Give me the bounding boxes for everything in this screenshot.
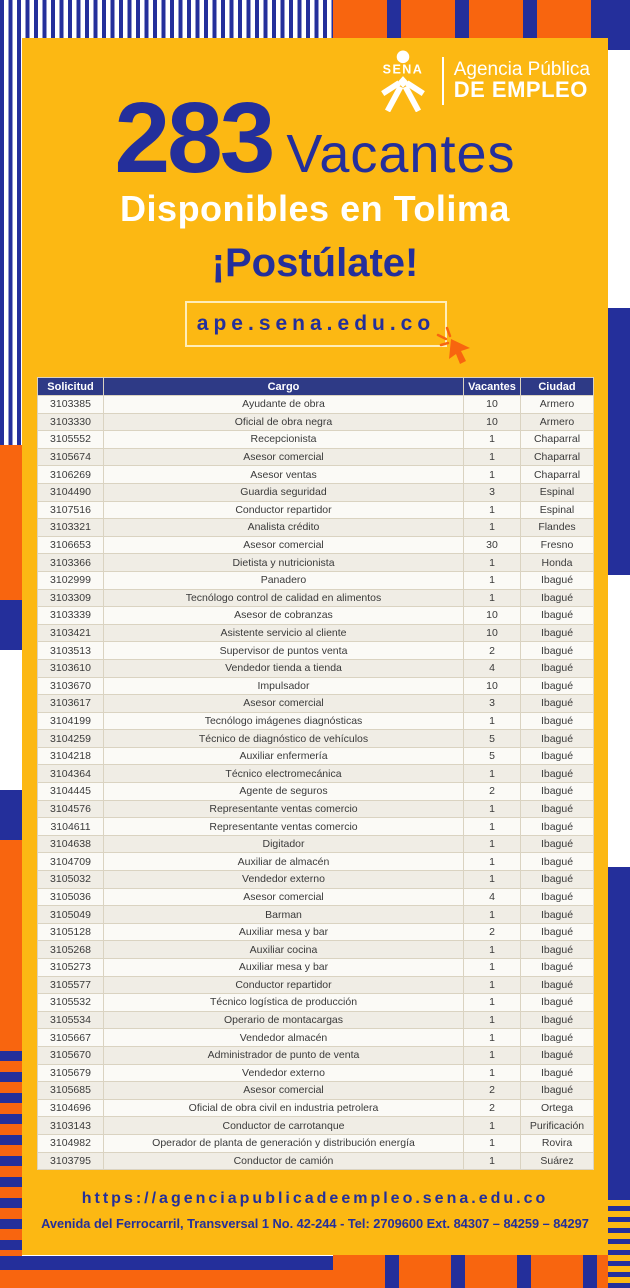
- solicitud-cell: 3104259: [38, 730, 104, 748]
- solicitud-cell: 3105577: [38, 976, 104, 994]
- ciudad-cell: Ibagué: [521, 835, 594, 853]
- ape-url-text: ape.sena.edu.co: [196, 312, 436, 335]
- ciudad-cell: Ibagué: [521, 589, 594, 607]
- poster-card: [22, 38, 608, 1255]
- table-row: [38, 554, 594, 572]
- vacantes-cell: 1: [464, 501, 521, 519]
- table-row: [38, 642, 594, 660]
- solicitud-cell: 3103670: [38, 677, 104, 695]
- solicitud-cell: 3103421: [38, 624, 104, 642]
- vacantes-cell: 1: [464, 906, 521, 924]
- deco-right-stripe-block: [608, 1200, 630, 1288]
- vacantes-cell: 1: [464, 853, 521, 871]
- solicitud-cell: 3104638: [38, 835, 104, 853]
- cargo-cell: Analista crédito: [104, 519, 464, 537]
- solicitud-cell: 3106653: [38, 536, 104, 554]
- cargo-cell: Guardia seguridad: [104, 483, 464, 501]
- deco-right-navy-block: [608, 308, 630, 575]
- vacantes-cell: 1: [464, 431, 521, 449]
- cargo-cell: Conductor repartidor: [104, 976, 464, 994]
- table-row: [38, 413, 594, 431]
- cargo-cell: Representante ventas comercio: [104, 800, 464, 818]
- solicitud-cell: 3104576: [38, 800, 104, 818]
- table-row: [38, 624, 594, 642]
- table-row: [38, 959, 594, 977]
- ciudad-cell: Ibagué: [521, 853, 594, 871]
- solicitud-cell: 3104982: [38, 1134, 104, 1152]
- solicitud-cell: 3104490: [38, 483, 104, 501]
- header-vacantes: Vacantes: [464, 378, 521, 396]
- cursor-click-icon: [434, 323, 474, 365]
- table-row: [38, 519, 594, 537]
- deco-left-orange-block: [0, 445, 22, 600]
- vacantes-cell: 2: [464, 783, 521, 801]
- ciudad-cell: Honda: [521, 554, 594, 572]
- table-row: [38, 818, 594, 836]
- solicitud-cell: 3105667: [38, 1029, 104, 1047]
- solicitud-cell: 3103339: [38, 607, 104, 625]
- solicitud-cell: 3103366: [38, 554, 104, 572]
- solicitud-cell: 3102999: [38, 571, 104, 589]
- table-row: [38, 448, 594, 466]
- vacancies-table-body: [38, 396, 594, 1170]
- ciudad-cell: Purificación: [521, 1117, 594, 1135]
- agency-line1: Agencia Pública: [453, 59, 590, 81]
- deco-right-navy-block: [608, 867, 630, 1200]
- footer-address: Avenida del Ferrocarril, Transversal 1 No. 42-244 - Tel: 2709600 Ext. 84307 – 84259 – 84297: [41, 1216, 589, 1231]
- solicitud-cell: 3105128: [38, 923, 104, 941]
- cargo-cell: Auxiliar mesa y bar: [104, 923, 464, 941]
- cargo-cell: Técnico de diagnóstico de vehículos: [104, 730, 464, 748]
- cargo-cell: Vendedor externo: [104, 871, 464, 889]
- cargo-cell: Oficial de obra civil en industria petrolera: [104, 1099, 464, 1117]
- cargo-cell: Agente de seguros: [104, 783, 464, 801]
- vacantes-cell: 1: [464, 765, 521, 783]
- cargo-cell: Asesor ventas: [104, 466, 464, 484]
- ciudad-cell: Ibagué: [521, 624, 594, 642]
- ciudad-cell: Ibagué: [521, 1011, 594, 1029]
- cargo-cell: Panadero: [104, 571, 464, 589]
- ciudad-cell: Suárez: [521, 1152, 594, 1170]
- ciudad-cell: Ibagué: [521, 923, 594, 941]
- cargo-cell: Tecnólogo control de calidad en alimentos: [104, 589, 464, 607]
- cargo-cell: Asesor de cobranzas: [104, 607, 464, 625]
- vacantes-cell: 2: [464, 642, 521, 660]
- deco-bottom-right-band: [333, 1255, 608, 1288]
- ciudad-cell: Ibagué: [521, 1046, 594, 1064]
- vacantes-cell: 1: [464, 571, 521, 589]
- cargo-cell: Asesor comercial: [104, 448, 464, 466]
- vacantes-cell: 10: [464, 413, 521, 431]
- solicitud-cell: 3105036: [38, 888, 104, 906]
- ciudad-cell: Espinal: [521, 501, 594, 519]
- header-solicitud: Solicitud: [38, 378, 104, 396]
- solicitud-cell: 3105049: [38, 906, 104, 924]
- solicitud-cell: 3105532: [38, 994, 104, 1012]
- agency-line2: DE EMPLEO: [453, 77, 588, 103]
- ciudad-cell: Armero: [521, 396, 594, 414]
- table-row: [38, 659, 594, 677]
- vacantes-cell: 1: [464, 976, 521, 994]
- svg-text:SENA: SENA: [382, 62, 424, 77]
- cta-text: ¡Postúlate!: [211, 241, 419, 285]
- cargo-cell: Conductor de camión: [104, 1152, 464, 1170]
- ciudad-cell: Ortega: [521, 1099, 594, 1117]
- vacantes-cell: 1: [464, 1152, 521, 1170]
- table-row: [38, 923, 594, 941]
- vacantes-cell: 5: [464, 730, 521, 748]
- vacantes-cell: 30: [464, 536, 521, 554]
- vacantes-cell: 4: [464, 888, 521, 906]
- solicitud-cell: 3104709: [38, 853, 104, 871]
- ciudad-cell: Ibagué: [521, 783, 594, 801]
- vacantes-cell: 10: [464, 624, 521, 642]
- ciudad-cell: Ibagué: [521, 906, 594, 924]
- vacantes-cell: 1: [464, 1011, 521, 1029]
- header-cargo: Cargo: [104, 378, 464, 396]
- table-row: [38, 941, 594, 959]
- cargo-cell: Vendedor tienda a tienda: [104, 659, 464, 677]
- ciudad-cell: Ibagué: [521, 747, 594, 765]
- table-row: [38, 783, 594, 801]
- ciudad-cell: Ibagué: [521, 800, 594, 818]
- solicitud-cell: 3103610: [38, 659, 104, 677]
- solicitud-cell: 3104696: [38, 1099, 104, 1117]
- vacantes-cell: 2: [464, 923, 521, 941]
- table-row: [38, 1029, 594, 1047]
- ciudad-cell: Ibagué: [521, 994, 594, 1012]
- vacantes-cell: 1: [464, 519, 521, 537]
- table-row: [38, 677, 594, 695]
- ciudad-cell: Ibagué: [521, 659, 594, 677]
- subtitle: Disponibles en Tolima: [120, 188, 510, 229]
- cargo-cell: Técnico logística de producción: [104, 994, 464, 1012]
- vacantes-cell: 1: [464, 712, 521, 730]
- ciudad-cell: Ibagué: [521, 677, 594, 695]
- solicitud-cell: 3103309: [38, 589, 104, 607]
- deco-left-stripe-block: [0, 1040, 22, 1256]
- solicitud-cell: 3105674: [38, 448, 104, 466]
- cargo-cell: Administrador de punto de venta: [104, 1046, 464, 1064]
- vacancy-headline: [22, 82, 608, 194]
- table-row: [38, 1152, 594, 1170]
- vacantes-cell: 1: [464, 1117, 521, 1135]
- deco-left-orange-block: [0, 840, 22, 1040]
- cargo-cell: Operador de planta de generación y distribución energía: [104, 1134, 464, 1152]
- cargo-cell: Vendedor almacén: [104, 1029, 464, 1047]
- vacantes-cell: 1: [464, 1029, 521, 1047]
- vacantes-cell: 1: [464, 818, 521, 836]
- table-row: [38, 589, 594, 607]
- footer-url[interactable]: https://agenciapublicadeempleo.sena.edu.co: [81, 1190, 549, 1207]
- vacantes-cell: 2: [464, 1082, 521, 1100]
- table-row: [38, 994, 594, 1012]
- cargo-cell: Vendedor externo: [104, 1064, 464, 1082]
- solicitud-cell: 3103321: [38, 519, 104, 537]
- vacantes-cell: 1: [464, 1046, 521, 1064]
- table-row: [38, 906, 594, 924]
- cargo-cell: Barman: [104, 906, 464, 924]
- cargo-cell: Recepcionista: [104, 431, 464, 449]
- vacantes-cell: 1: [464, 589, 521, 607]
- vacantes-cell: 1: [464, 466, 521, 484]
- vacantes-cell: 1: [464, 941, 521, 959]
- table-row: [38, 607, 594, 625]
- ciudad-cell: Flandes: [521, 519, 594, 537]
- header-ciudad: Ciudad: [521, 378, 594, 396]
- ciudad-cell: Ibagué: [521, 765, 594, 783]
- cargo-cell: Oficial de obra negra: [104, 413, 464, 431]
- vacantes-cell: 3: [464, 695, 521, 713]
- cargo-cell: Impulsador: [104, 677, 464, 695]
- ciudad-cell: Ibagué: [521, 888, 594, 906]
- table-row: [38, 888, 594, 906]
- ciudad-cell: Ibagué: [521, 976, 594, 994]
- vacantes-cell: 1: [464, 835, 521, 853]
- cargo-cell: Asesor comercial: [104, 695, 464, 713]
- cargo-cell: Digitador: [104, 835, 464, 853]
- cargo-cell: Asesor comercial: [104, 1082, 464, 1100]
- deco-left-stripes: [0, 38, 22, 445]
- deco-left-navy-block: [0, 600, 22, 650]
- solicitud-cell: 3103513: [38, 642, 104, 660]
- ciudad-cell: Rovira: [521, 1134, 594, 1152]
- cargo-cell: Conductor de carrotanque: [104, 1117, 464, 1135]
- cargo-cell: Auxiliar mesa y bar: [104, 959, 464, 977]
- ciudad-cell: Ibagué: [521, 571, 594, 589]
- table-row: [38, 835, 594, 853]
- vacantes-cell: 1: [464, 800, 521, 818]
- ciudad-cell: Ibagué: [521, 959, 594, 977]
- solicitud-cell: 3105273: [38, 959, 104, 977]
- vacantes-cell: 10: [464, 677, 521, 695]
- table-row: [38, 800, 594, 818]
- cargo-cell: Asesor comercial: [104, 888, 464, 906]
- table-row: [38, 1046, 594, 1064]
- solicitud-cell: 3105552: [38, 431, 104, 449]
- table-row: [38, 871, 594, 889]
- cargo-cell: Asesor comercial: [104, 536, 464, 554]
- vacantes-cell: 1: [464, 554, 521, 572]
- solicitud-cell: 3103143: [38, 1117, 104, 1135]
- cargo-cell: Auxiliar de almacén: [104, 853, 464, 871]
- cargo-cell: Ayudante de obra: [104, 396, 464, 414]
- table-row: [38, 1011, 594, 1029]
- solicitud-cell: 3106269: [38, 466, 104, 484]
- solicitud-cell: 3103385: [38, 396, 104, 414]
- table-row: [38, 483, 594, 501]
- cargo-cell: Auxiliar cocina: [104, 941, 464, 959]
- table-row: [38, 1117, 594, 1135]
- vacancy-count: 283: [114, 82, 273, 194]
- table-row: [38, 1082, 594, 1100]
- solicitud-cell: 3105534: [38, 1011, 104, 1029]
- ciudad-cell: Ibagué: [521, 941, 594, 959]
- ciudad-cell: Armero: [521, 413, 594, 431]
- solicitud-cell: 3104611: [38, 818, 104, 836]
- table-row: [38, 1064, 594, 1082]
- cargo-cell: Supervisor de puntos venta: [104, 642, 464, 660]
- deco-bottom-orange-band: [0, 1270, 333, 1288]
- vacancy-count-word: Vacantes: [286, 124, 516, 184]
- vacantes-cell: 1: [464, 994, 521, 1012]
- table-row: [38, 747, 594, 765]
- deco-top-stripes: [0, 0, 333, 38]
- table-row: [38, 765, 594, 783]
- table-row: [38, 695, 594, 713]
- ciudad-cell: Ibagué: [521, 712, 594, 730]
- solicitud-cell: 3105032: [38, 871, 104, 889]
- solicitud-cell: 3103330: [38, 413, 104, 431]
- solicitud-cell: 3104364: [38, 765, 104, 783]
- deco-top-orange-band: [333, 0, 595, 38]
- cargo-cell: Operario de montacargas: [104, 1011, 464, 1029]
- ciudad-cell: Chaparral: [521, 448, 594, 466]
- ciudad-cell: Ibagué: [521, 730, 594, 748]
- deco-bottom-navy-band: [0, 1256, 333, 1270]
- vacantes-cell: 10: [464, 396, 521, 414]
- solicitud-cell: 3104445: [38, 783, 104, 801]
- table-header-row: [38, 378, 594, 396]
- vacantes-cell: 1: [464, 1064, 521, 1082]
- solicitud-cell: 3105685: [38, 1082, 104, 1100]
- table-row: [38, 1099, 594, 1117]
- cargo-cell: Asistente servicio al cliente: [104, 624, 464, 642]
- ciudad-cell: Ibagué: [521, 1029, 594, 1047]
- table-row: [38, 976, 594, 994]
- solicitud-cell: 3104218: [38, 747, 104, 765]
- ciudad-cell: Ibagué: [521, 695, 594, 713]
- ciudad-cell: Fresno: [521, 536, 594, 554]
- cargo-cell: Técnico electromecánica: [104, 765, 464, 783]
- vacancies-table: [37, 377, 594, 1170]
- vacantes-cell: 3: [464, 483, 521, 501]
- cargo-cell: Representante ventas comercio: [104, 818, 464, 836]
- cargo-cell: Dietista y nutricionista: [104, 554, 464, 572]
- table-row: [38, 501, 594, 519]
- table-row: [38, 431, 594, 449]
- vacantes-cell: 2: [464, 1099, 521, 1117]
- ciudad-cell: Ibagué: [521, 642, 594, 660]
- table-row: [38, 536, 594, 554]
- ciudad-cell: Ibagué: [521, 818, 594, 836]
- ciudad-cell: Chaparral: [521, 431, 594, 449]
- vacantes-cell: 4: [464, 659, 521, 677]
- vacantes-cell: 1: [464, 448, 521, 466]
- ciudad-cell: Ibagué: [521, 1064, 594, 1082]
- vacantes-cell: 10: [464, 607, 521, 625]
- ciudad-cell: Chaparral: [521, 466, 594, 484]
- solicitud-cell: 3107516: [38, 501, 104, 519]
- deco-left-navy-block: [0, 790, 22, 840]
- vacantes-cell: 1: [464, 1134, 521, 1152]
- solicitud-cell: 3105670: [38, 1046, 104, 1064]
- ciudad-cell: Ibagué: [521, 607, 594, 625]
- ciudad-cell: Ibagué: [521, 871, 594, 889]
- solicitud-cell: 3103795: [38, 1152, 104, 1170]
- table-row: [38, 396, 594, 414]
- solicitud-cell: 3104199: [38, 712, 104, 730]
- table-row: [38, 466, 594, 484]
- table-row: [38, 730, 594, 748]
- ciudad-cell: Espinal: [521, 483, 594, 501]
- cargo-cell: Auxiliar enfermería: [104, 747, 464, 765]
- ciudad-cell: Ibagué: [521, 1082, 594, 1100]
- table-row: [38, 853, 594, 871]
- table-row: [38, 1134, 594, 1152]
- ape-url-box[interactable]: [185, 301, 447, 347]
- solicitud-cell: 3105268: [38, 941, 104, 959]
- cargo-cell: Conductor repartidor: [104, 501, 464, 519]
- vacantes-cell: 1: [464, 871, 521, 889]
- solicitud-cell: 3105679: [38, 1064, 104, 1082]
- table-row: [38, 712, 594, 730]
- vacantes-cell: 1: [464, 959, 521, 977]
- table-row: [38, 571, 594, 589]
- vacantes-cell: 5: [464, 747, 521, 765]
- solicitud-cell: 3103617: [38, 695, 104, 713]
- cargo-cell: Tecnólogo imágenes diagnósticas: [104, 712, 464, 730]
